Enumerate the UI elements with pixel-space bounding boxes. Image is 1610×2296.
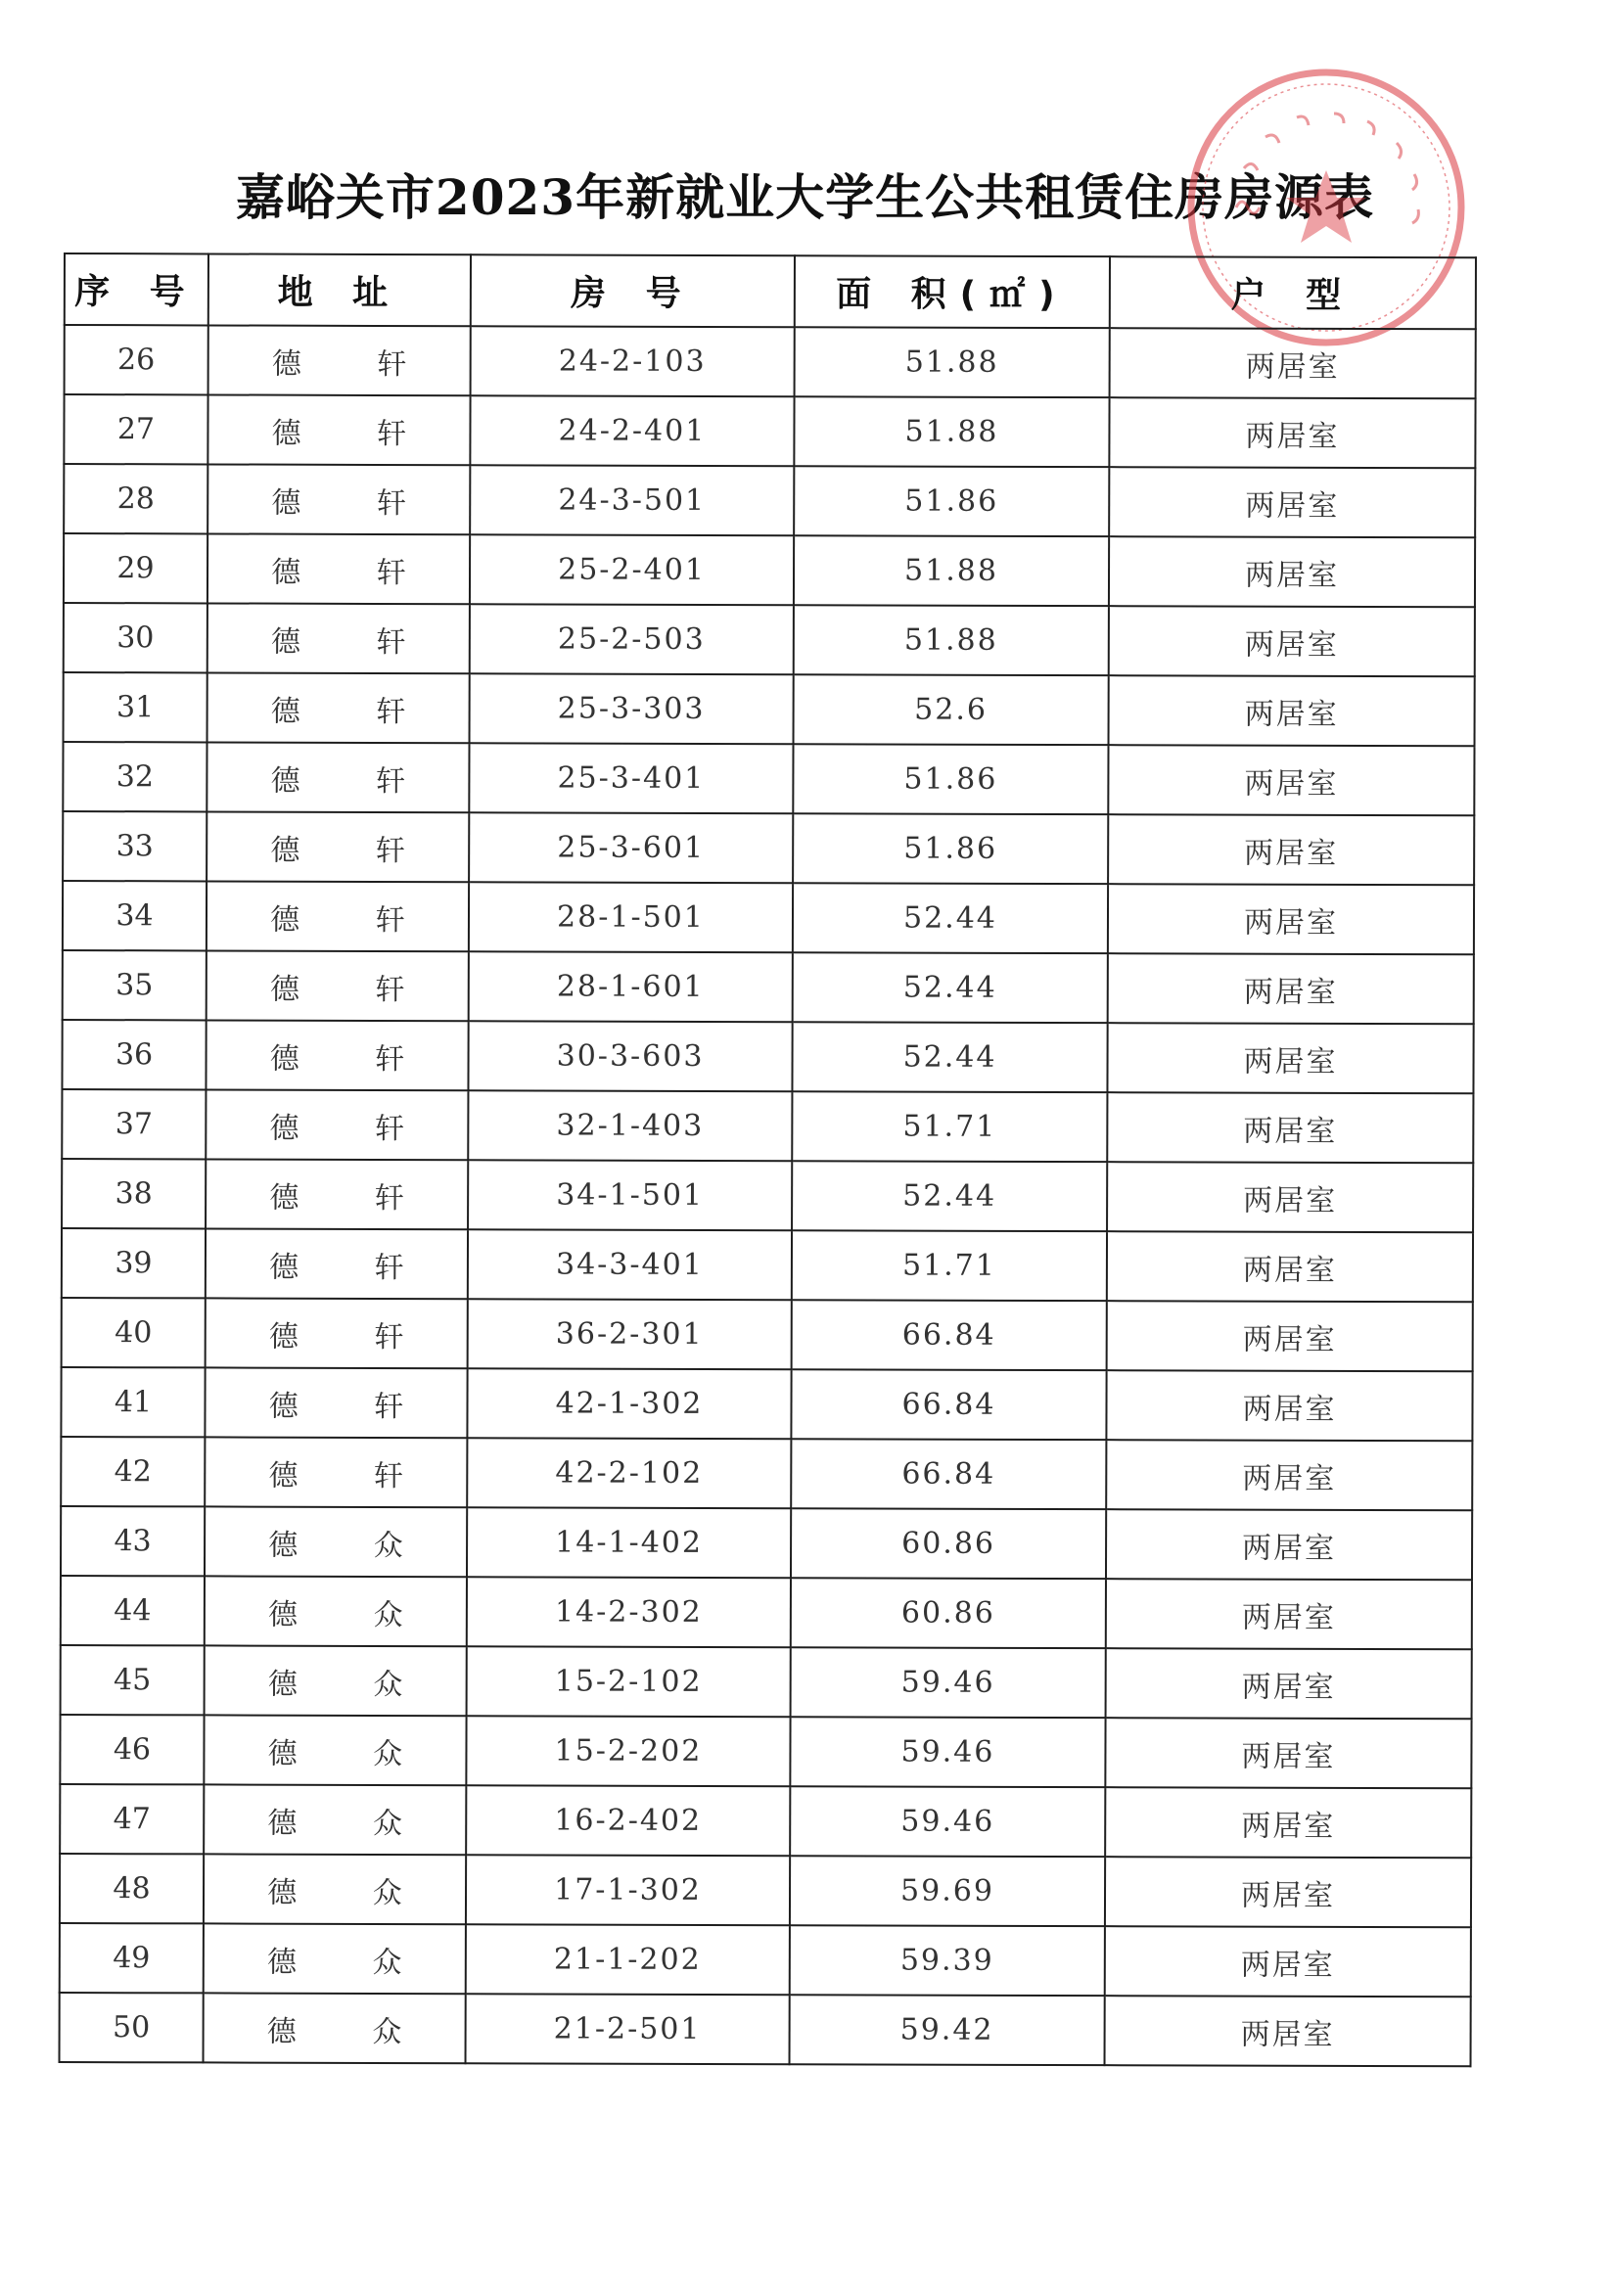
table-row <box>64 533 1475 607</box>
cell-address: 德 轩 <box>205 1437 467 1507</box>
cell-address: 德 轩 <box>206 1089 468 1160</box>
cell-layout: 两居室 <box>1108 745 1474 815</box>
cell-area: 51.88 <box>794 605 1109 675</box>
cell-address: 德 众 <box>204 1854 466 1924</box>
cell-address: 德 轩 <box>206 1228 468 1299</box>
cell-layout: 两居室 <box>1106 1579 1472 1649</box>
cell-area: 66.84 <box>791 1439 1106 1509</box>
cell-serial-number: 31 <box>64 672 207 742</box>
cell-room-number: 34-3-401 <box>468 1229 792 1300</box>
cell-address: 德 轩 <box>206 1159 468 1229</box>
cell-serial-number: 39 <box>62 1228 206 1298</box>
cell-serial-number: 33 <box>63 811 207 881</box>
cell-address: 德 轩 <box>207 881 469 951</box>
header-layout: 户 型 <box>1110 256 1476 329</box>
cell-room-number: 21-2-501 <box>466 1994 790 2064</box>
table-row <box>63 881 1474 954</box>
table-row <box>63 811 1474 885</box>
cell-layout: 两居室 <box>1108 884 1474 954</box>
cell-address: 德 轩 <box>207 672 470 743</box>
cell-area: 52.44 <box>792 1022 1107 1092</box>
table-row <box>65 325 1476 398</box>
cell-layout: 两居室 <box>1108 814 1474 885</box>
cell-address: 德 众 <box>205 1576 467 1646</box>
cell-layout: 两居室 <box>1105 1857 1471 1927</box>
cell-layout: 两居室 <box>1105 1787 1471 1858</box>
cell-address: 德 轩 <box>207 394 470 465</box>
table-row <box>60 1993 1471 2066</box>
cell-layout: 两居室 <box>1106 1440 1472 1510</box>
table-row <box>60 1923 1471 1997</box>
cell-room-number: 28-1-601 <box>469 951 793 1022</box>
page-title: 嘉峪关市2023年新就业大学生公共租赁住房房源表 <box>235 168 1375 226</box>
cell-address: 德 轩 <box>207 603 470 673</box>
cell-serial-number: 40 <box>62 1298 206 1367</box>
cell-serial-number: 37 <box>62 1089 206 1159</box>
cell-layout: 两居室 <box>1109 397 1475 468</box>
cell-area: 52.44 <box>793 883 1108 953</box>
cell-address: 德 轩 <box>206 1298 468 1368</box>
header-serial-number: 序 号 <box>65 253 208 325</box>
cell-room-number: 28-1-501 <box>469 882 793 952</box>
cell-address: 德 轩 <box>207 464 470 534</box>
table-row <box>64 672 1475 746</box>
cell-layout: 两居室 <box>1109 606 1475 676</box>
table-row <box>63 742 1474 815</box>
cell-area: 51.88 <box>794 396 1109 467</box>
table-row <box>61 1367 1472 1441</box>
cell-layout: 两居室 <box>1107 1092 1473 1163</box>
table-row <box>62 1228 1473 1302</box>
cell-room-number: 36-2-301 <box>468 1299 792 1369</box>
cell-area: 59.39 <box>790 1925 1105 1996</box>
cell-room-number: 17-1-302 <box>466 1855 790 1925</box>
cell-layout: 两居室 <box>1107 1301 1473 1371</box>
housing-source-table <box>59 253 1477 2067</box>
cell-layout: 两居室 <box>1110 328 1476 398</box>
cell-area: 51.86 <box>794 466 1109 536</box>
table-row <box>61 1437 1472 1510</box>
table-row <box>61 1576 1472 1649</box>
cell-layout: 两居室 <box>1106 1648 1472 1719</box>
cell-address: 德 轩 <box>207 742 469 812</box>
table-row <box>60 1784 1471 1858</box>
cell-area: 51.71 <box>792 1230 1107 1301</box>
cell-area: 51.71 <box>792 1091 1107 1162</box>
cell-serial-number: 29 <box>64 533 207 603</box>
cell-room-number: 14-1-402 <box>467 1507 791 1578</box>
cell-area: 51.86 <box>793 744 1108 814</box>
cell-room-number: 24-2-103 <box>471 326 795 396</box>
cell-area: 51.88 <box>794 535 1109 606</box>
cell-room-number: 25-2-401 <box>470 534 794 605</box>
cell-layout: 两居室 <box>1109 675 1475 746</box>
cell-serial-number: 26 <box>65 325 208 394</box>
cell-address: 德 众 <box>204 1923 466 1994</box>
cell-area: 51.86 <box>793 813 1108 884</box>
cell-address: 德 众 <box>204 1993 466 2063</box>
cell-serial-number: 44 <box>61 1576 205 1645</box>
cell-layout: 两居室 <box>1105 1718 1471 1788</box>
cell-area: 60.86 <box>791 1508 1106 1579</box>
table-row <box>62 1020 1473 1093</box>
cell-area: 52.44 <box>792 1161 1107 1231</box>
cell-layout: 两居室 <box>1109 467 1475 537</box>
cell-layout: 两居室 <box>1106 1370 1472 1441</box>
cell-address: 德 轩 <box>206 1020 468 1090</box>
cell-area: 59.46 <box>790 1786 1105 1857</box>
cell-area: 60.86 <box>791 1578 1106 1648</box>
cell-room-number: 42-2-102 <box>467 1438 791 1508</box>
cell-serial-number: 35 <box>63 950 207 1020</box>
cell-room-number: 24-3-501 <box>470 465 794 535</box>
table-row <box>64 603 1475 676</box>
table-row <box>62 1089 1473 1163</box>
table-row <box>60 1854 1471 1927</box>
cell-address: 德 众 <box>205 1506 467 1577</box>
cell-area: 66.84 <box>792 1300 1107 1370</box>
cell-layout: 两居室 <box>1107 1023 1473 1093</box>
cell-room-number: 25-2-503 <box>470 604 794 674</box>
cell-room-number: 25-3-401 <box>469 743 793 813</box>
cell-layout: 两居室 <box>1109 536 1475 607</box>
header-address: 地 址 <box>208 253 471 326</box>
cell-serial-number: 49 <box>60 1923 204 1993</box>
cell-serial-number: 46 <box>60 1715 204 1784</box>
cell-serial-number: 42 <box>61 1437 205 1506</box>
cell-area: 52.44 <box>793 952 1108 1023</box>
table-header-row <box>65 253 1476 329</box>
cell-serial-number: 27 <box>64 394 207 464</box>
cell-serial-number: 41 <box>61 1367 205 1437</box>
cell-serial-number: 43 <box>61 1506 205 1576</box>
header-area: 面 积(㎡) <box>795 255 1110 328</box>
cell-room-number: 15-2-102 <box>467 1646 791 1717</box>
cell-layout: 两居室 <box>1105 1926 1471 1997</box>
cell-address: 德 众 <box>204 1784 466 1855</box>
cell-layout: 两居室 <box>1107 1231 1473 1302</box>
cell-serial-number: 28 <box>64 464 207 533</box>
table-row <box>62 1298 1473 1371</box>
cell-room-number: 25-3-601 <box>469 812 793 883</box>
cell-serial-number: 48 <box>60 1854 204 1923</box>
table-body <box>60 325 1476 2066</box>
cell-room-number: 16-2-402 <box>466 1785 790 1856</box>
cell-serial-number: 34 <box>63 881 207 950</box>
cell-room-number: 21-1-202 <box>466 1924 790 1995</box>
table-row <box>61 1506 1472 1580</box>
cell-area: 59.69 <box>790 1856 1105 1926</box>
cell-room-number: 25-3-303 <box>470 673 794 744</box>
cell-room-number: 24-2-401 <box>470 395 794 466</box>
cell-room-number: 32-1-403 <box>468 1090 792 1161</box>
cell-room-number: 34-1-501 <box>468 1160 792 1230</box>
cell-address: 德 轩 <box>207 811 469 882</box>
cell-layout: 两居室 <box>1106 1509 1472 1580</box>
cell-serial-number: 50 <box>60 1993 204 2062</box>
table-row <box>62 1159 1473 1232</box>
table-row <box>64 464 1475 537</box>
cell-area: 66.84 <box>791 1369 1106 1440</box>
cell-address: 德 众 <box>205 1645 467 1716</box>
cell-serial-number: 30 <box>64 603 207 672</box>
cell-address: 德 轩 <box>207 533 470 604</box>
cell-area: 59.42 <box>790 1995 1105 2065</box>
cell-layout: 两居室 <box>1105 1996 1471 2066</box>
cell-area: 59.46 <box>791 1647 1106 1718</box>
cell-room-number: 30-3-603 <box>468 1021 792 1091</box>
cell-address: 德 轩 <box>207 950 469 1021</box>
cell-area: 52.6 <box>794 674 1109 745</box>
cell-area: 51.88 <box>795 327 1110 397</box>
cell-serial-number: 38 <box>62 1159 206 1228</box>
cell-layout: 两居室 <box>1107 1162 1473 1232</box>
cell-serial-number: 47 <box>60 1784 204 1854</box>
cell-room-number: 42-1-302 <box>467 1368 791 1439</box>
cell-address: 德 众 <box>204 1715 466 1785</box>
table-row <box>63 950 1474 1024</box>
cell-address: 德 轩 <box>205 1367 467 1438</box>
cell-serial-number: 45 <box>61 1645 205 1715</box>
header-room-number: 房 号 <box>471 254 795 327</box>
cell-serial-number: 32 <box>63 742 207 811</box>
cell-address: 德 轩 <box>208 325 471 395</box>
table-row <box>64 394 1475 468</box>
cell-area: 59.46 <box>790 1717 1105 1787</box>
table-row <box>60 1715 1471 1788</box>
cell-room-number: 15-2-202 <box>466 1716 790 1786</box>
cell-serial-number: 36 <box>62 1020 206 1089</box>
cell-room-number: 14-2-302 <box>467 1577 791 1647</box>
cell-layout: 两居室 <box>1108 953 1474 1024</box>
table-row <box>61 1645 1472 1719</box>
